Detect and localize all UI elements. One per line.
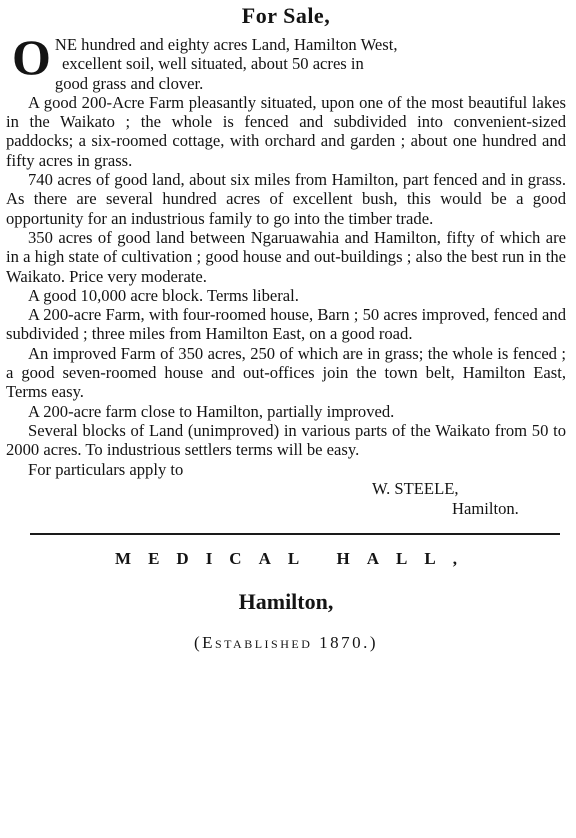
established-line: (Established 1870.) [193, 632, 379, 652]
signature-place: Hamilton. [452, 498, 519, 518]
for-sale-heading: For Sale, [241, 3, 331, 28]
listing-paragraph-1 [6, 29, 566, 93]
listing-line-1: NE hundred and eighty acres Land, Hamilton West, [54, 35, 398, 54]
signature-block [6, 479, 566, 519]
listing-paragraph-7: An improved Farm of 350 acres, 250 of which are in grass; the whole is fenced ; a good seven-roomed house and out-offices join the town belt, Hamilton East, Terms easy. [6, 343, 566, 402]
listing-paragraph-6: A 200-acre Farm, with four-roomed house, Barn ; 50 acres improved, fenced and subdivided ; three miles from Hamilton East, on a good road. [6, 305, 566, 344]
listing-paragraph-4: 350 acres of good land between Ngaruawahia and Hamilton, fifty of which are in a high state of cultivation ; good house and out-buildings ; also the best run in the Waikato. Price very moderate. [6, 227, 566, 286]
listing-paragraph-8: A 200-acre farm close to Hamilton, partially improved. [28, 401, 395, 421]
listing-line-2: excellent soil, well situated, about 50 acres in [62, 54, 364, 74]
listing-line-3: good grass and clover. [54, 73, 204, 93]
listing-paragraph-3: 740 acres of good land, about six miles from Hamilton, part fenced and in grass. As there are several hundred acres of excellent bush, this would be a good opportunity for an industrious family to go into the timber trade. [6, 170, 566, 228]
listing-paragraph-10: For particulars apply to [28, 459, 184, 479]
business-town: Hamilton, [238, 588, 334, 614]
signature-name: W. STEELE, [372, 478, 459, 498]
listing-paragraph-9: Several blocks of Land (unimproved) in various parts of the Waikato from 50 to 2000 acres. To industrious settlers terms will be easy. [6, 420, 566, 460]
listing-paragraph-2: A good 200-Acre Farm pleasantly situated, upon one of the most beautiful lakes in the Waikato ; the whole is fenced and subdivided into convenient-sized paddocks; a six-roomed cottage, with orchard and garden ; about one hundred and fifty acres in grass. [6, 92, 566, 170]
listing-paragraph-5: A good 10,000 acre block. Terms liberal. [28, 285, 299, 305]
drop-cap: O [12, 29, 51, 85]
section-divider [30, 533, 560, 535]
business-name: MEDICAL HALL, [115, 548, 474, 568]
land-listing [6, 29, 566, 479]
